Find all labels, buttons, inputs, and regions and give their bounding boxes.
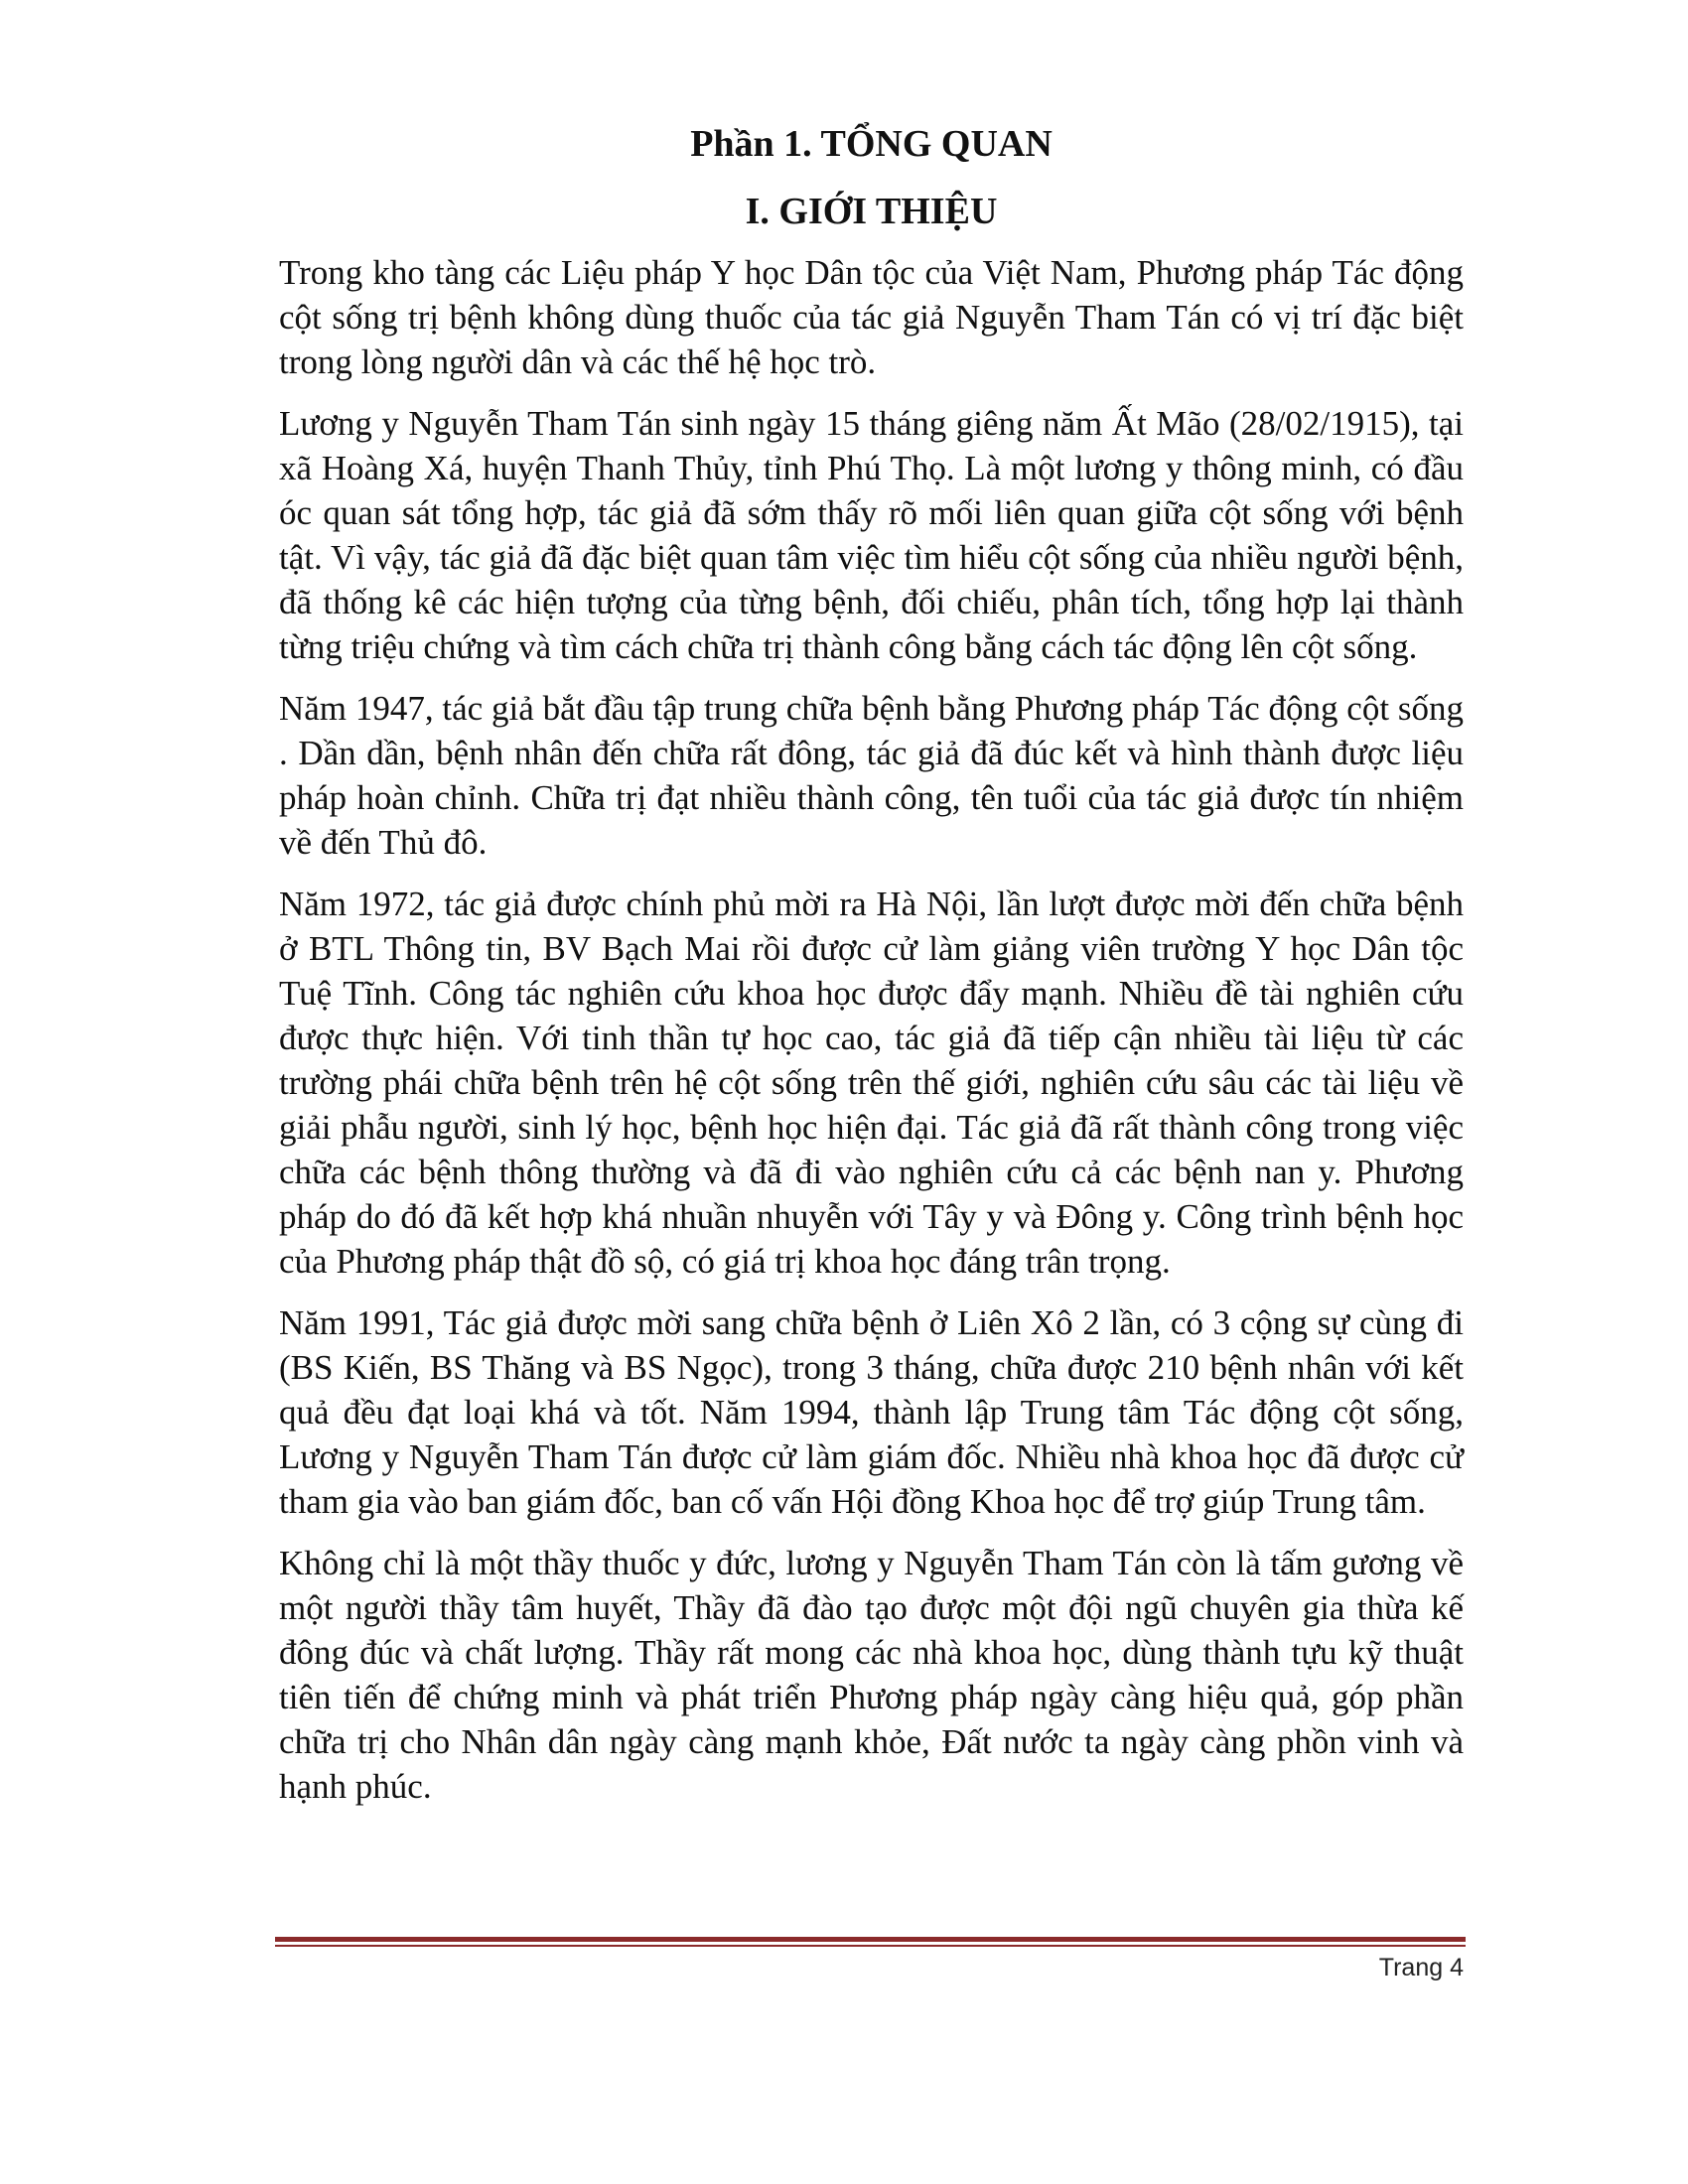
section-title: I. GIỚI THIỆU — [745, 191, 998, 232]
paragraph-legacy: Không chỉ là một thầy thuốc y đức, lương y Nguyễn Tham Tán còn là tấm gương về một người thầy tâm huyết, Thầy đã đào tạo được một đội ngũ chuyên gia thừa kế đông đúc và chất lượng. Thầy rất mong các nhà khoa học, dùng thành tựu kỹ thuật tiên tiến để chứng minh và phát triển Phương pháp ngày càng hiệu quả, góp phần chữa trị cho Nhân dân ngày càng mạnh khỏe, Đất nước ta ngày càng phồn vinh và hạnh phúc. — [279, 1544, 1464, 1806]
page-content — [279, 117, 1464, 1826]
paragraph-intro: Trong kho tàng các Liệu pháp Y học Dân tộc của Việt Nam, Phương pháp Tác động cột sống trị bệnh không dùng thuốc của tác giả Nguyễn Tham Tán có vị trí đặc biệt trong lòng người dân và các thế hệ học trò. — [279, 253, 1464, 381]
paragraph-1972: Năm 1972, tác giả được chính phủ mời ra Hà Nội, lần lượt được mời đến chữa bệnh ở BTL Thông tin, BV Bạch Mai rồi được cử làm giảng viên trường Y học Dân tộc Tuệ Tĩnh. Công tác nghiên cứu khoa học được đẩy mạnh. Nhiều đề tài nghiên cứu được thực hiện. Với tinh thần tự học cao, tác giả đã tiếp cận nhiều tài liệu từ các trường phái chữa bệnh trên hệ cột sống trên thế giới, nghiên cứu sâu các tài liệu về giải phẫu người, sinh lý học, bệnh học hiện đại. Tác giả đã rất thành công trong việc chữa các bệnh thông thường và đã đi vào nghiên cứu cả các bệnh nan y. Phương pháp do đó đã kết hợp khá nhuần nhuyễn với Tây y và Đông y. Công trình bệnh học của Phương pháp thật đồ sộ, có giá trị khoa học đáng trân trọng. — [279, 885, 1464, 1281]
paragraph-1991: Năm 1991, Tác giả được mời sang chữa bệnh ở Liên Xô 2 lần, có 3 cộng sự cùng đi (BS Kiến, BS Thăng và BS Ngọc), trong 3 tháng, chữa được 210 bệnh nhân với kết quả đều đạt loại khá và tốt. Năm 1994, thành lập Trung tâm Tác động cột sống, Lương y Nguyễn Tham Tán được cử làm giám đốc. Nhiều nhà khoa học đã được cử tham gia vào ban giám đốc, ban cố vấn Hội đồng Khoa học để trợ giúp Trung tâm. — [279, 1303, 1464, 1521]
page-number: Trang 4 — [1378, 1954, 1464, 1981]
part-title: Phần 1. TỔNG QUAN — [690, 123, 1053, 165]
footer-divider-thin — [275, 1945, 1466, 1947]
paragraph-biography: Lương y Nguyễn Tham Tán sinh ngày 15 tháng giêng năm Ất Mão (28/02/1915), tại xã Hoàng Xá, huyện Thanh Thủy, tỉnh Phú Thọ. Là một lương y thông minh, có đầu óc quan sát tổng hợp, tác giả đã sớm thấy rõ mối liên quan giữa cột sống với bệnh tật. Vì vậy, tác giả đã đặc biệt quan tâm việc tìm hiểu cột sống của nhiều người bệnh, đã thống kê các hiện tượng của từng bệnh, đối chiếu, phân tích, tổng hợp lại thành từng triệu chứng và tìm cách chữa trị thành công bằng cách tác động lên cột sống. — [279, 404, 1464, 666]
paragraph-1947: Năm 1947, tác giả bắt đầu tập trung chữa bệnh bằng Phương pháp Tác động cột sống . Dần dần, bệnh nhân đến chữa rất đông, tác giả đã đúc kết và hình thành được liệu pháp hoàn chỉnh. Chữa trị đạt nhiều thành công, tên tuổi của tác giả được tín nhiệm về đến Thủ đô. — [279, 689, 1464, 862]
footer-divider-thick — [275, 1937, 1466, 1942]
